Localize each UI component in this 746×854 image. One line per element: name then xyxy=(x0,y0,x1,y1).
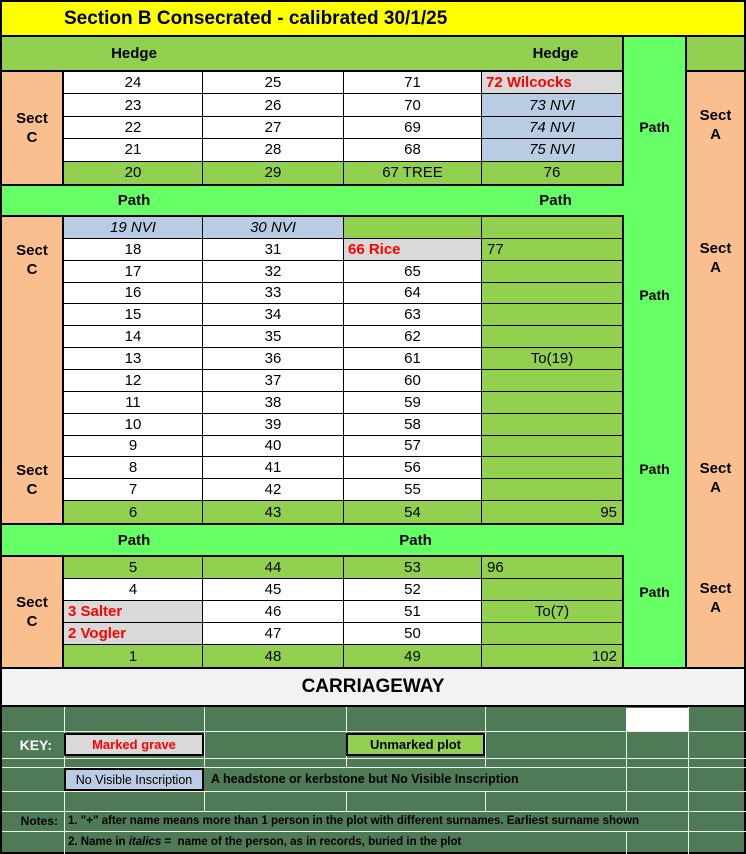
note-1: 1. "+" after name means more than 1 person in the plot with different surnames. Earliest surname shown xyxy=(68,815,640,827)
page-title: Section B Consecrated - calibrated 30/1/25 xyxy=(0,0,746,37)
plot-cell[interactable]: 34 xyxy=(203,304,344,326)
plot-cell[interactable]: 41 xyxy=(203,457,344,479)
plot-cell[interactable]: 15 xyxy=(64,304,203,326)
plot-cell[interactable]: 43 xyxy=(203,501,344,523)
plot-cell[interactable]: 96 xyxy=(482,557,622,579)
plot-cell[interactable]: 11 xyxy=(64,392,203,414)
plot-cell[interactable]: 10 xyxy=(64,414,203,436)
gridline xyxy=(64,811,65,831)
path-label: Path xyxy=(639,461,670,477)
plot-cell[interactable] xyxy=(482,304,622,326)
gridline xyxy=(2,731,746,732)
carriageway-banner: CARRIAGEWAY xyxy=(0,667,746,707)
plot-cell[interactable]: 37 xyxy=(203,370,344,392)
path-label: Path xyxy=(539,192,572,209)
hedge-row xyxy=(0,37,624,72)
plot-cell[interactable]: 17 xyxy=(64,261,203,283)
plot-cell[interactable] xyxy=(482,479,622,501)
plot-cell[interactable]: 66 Rice xyxy=(344,239,482,261)
gridline xyxy=(204,791,205,811)
path-label: Path xyxy=(117,531,151,549)
hedge-label-left: Hedge xyxy=(111,45,157,62)
gridline xyxy=(64,831,65,854)
gridline xyxy=(64,791,65,811)
path-label: Path xyxy=(399,531,432,549)
notes-label: Notes: xyxy=(20,814,58,828)
plot-cell[interactable]: 13 xyxy=(64,348,203,370)
plot-cell[interactable]: 42 xyxy=(203,479,344,501)
plot-cell[interactable]: 45 xyxy=(203,579,344,601)
sect-c-label: Sect C xyxy=(16,594,48,630)
hedge-corner-cell xyxy=(687,37,746,72)
path-label: Path xyxy=(117,192,151,209)
plot-cell[interactable]: 2 Vogler xyxy=(64,623,203,645)
plot-cell[interactable]: 53 xyxy=(344,557,482,579)
plot-cell[interactable]: 35 xyxy=(203,326,344,348)
plot-cell[interactable]: 56 xyxy=(344,457,482,479)
plot-cell[interactable]: 63 xyxy=(344,304,482,326)
plot-cell[interactable]: 22 xyxy=(64,117,203,139)
gridline xyxy=(626,758,627,767)
plot-cell[interactable]: 5 xyxy=(64,557,203,579)
plot-cell[interactable]: 27 xyxy=(203,117,344,139)
plot-cell[interactable]: 8 xyxy=(64,457,203,479)
plot-cell[interactable]: 51 xyxy=(344,601,482,623)
plot-cell[interactable]: 65 xyxy=(344,261,482,283)
gridline xyxy=(485,731,486,758)
plot-cell[interactable]: 48 xyxy=(203,645,344,667)
plot-grid-north xyxy=(62,72,624,186)
gridline xyxy=(626,791,627,811)
plot-cell[interactable] xyxy=(482,326,622,348)
plot-cell[interactable]: 19 NVI xyxy=(64,217,203,239)
plot-cell[interactable]: 32 xyxy=(203,261,344,283)
plot-cell[interactable]: 54 xyxy=(344,501,482,523)
plot-grid-middle xyxy=(62,215,624,525)
nvi-description: A headstone or kerbstone but No Visible Inscription xyxy=(211,772,519,786)
plot-cell[interactable]: 30 NVI xyxy=(203,217,344,239)
sect-c-cell-middle xyxy=(0,215,62,525)
plot-cell[interactable]: 67 TREE xyxy=(344,162,482,184)
plot-cell[interactable]: 38 xyxy=(203,392,344,414)
plot-cell[interactable]: 24 xyxy=(64,72,203,94)
plot-cell[interactable]: 1 xyxy=(64,645,203,667)
gridline xyxy=(688,707,689,731)
plot-cell[interactable]: 33 xyxy=(203,283,344,305)
plot-cell[interactable]: To(19) xyxy=(482,348,622,370)
plot-cell[interactable]: 31 xyxy=(203,239,344,261)
plot-cell[interactable]: 40 xyxy=(203,436,344,458)
plot-cell[interactable]: 77 xyxy=(482,239,622,261)
sect-a-column xyxy=(687,72,746,667)
sect-c-label: Sect C xyxy=(16,110,48,146)
sect-a-label: Sect A xyxy=(699,580,732,616)
sect-a-label: Sect A xyxy=(699,107,732,143)
hedge-label-right: Hedge xyxy=(532,45,579,62)
plot-cell[interactable]: 76 xyxy=(482,162,622,184)
path-label: Path xyxy=(639,584,670,600)
plot-cell[interactable]: 50 xyxy=(344,623,482,645)
plot-cell[interactable]: 69 xyxy=(344,117,482,139)
plot-cell[interactable]: 25 xyxy=(203,72,344,94)
plot-cell[interactable]: 46 xyxy=(203,601,344,623)
plot-cell[interactable]: 75 NVI xyxy=(482,139,622,161)
plot-cell[interactable]: 28 xyxy=(203,139,344,161)
plot-cell[interactable]: 61 xyxy=(344,348,482,370)
sect-a-label: Sect A xyxy=(699,460,732,496)
plot-cell[interactable] xyxy=(482,370,622,392)
gridline xyxy=(485,791,486,811)
plot-cell[interactable]: 59 xyxy=(344,392,482,414)
gridline xyxy=(688,758,689,767)
plot-cell[interactable]: 12 xyxy=(64,370,203,392)
path-row-upper xyxy=(0,186,624,215)
key-notes-panel xyxy=(0,707,746,854)
plot-cell[interactable]: 7 xyxy=(64,479,203,501)
plot-cell[interactable]: 26 xyxy=(203,94,344,116)
gridline xyxy=(346,707,347,731)
gridline xyxy=(204,707,205,731)
plot-cell[interactable] xyxy=(482,283,622,305)
gridline xyxy=(688,831,689,854)
plot-cell[interactable]: 39 xyxy=(203,414,344,436)
plot-cell[interactable] xyxy=(482,217,622,239)
plot-cell[interactable]: 18 xyxy=(64,239,203,261)
plot-cell[interactable]: 55 xyxy=(344,479,482,501)
plot-cell[interactable]: 29 xyxy=(203,162,344,184)
gridline xyxy=(626,731,627,758)
gridline xyxy=(64,707,65,731)
gridline xyxy=(204,758,205,767)
plot-cell[interactable]: 64 xyxy=(344,283,482,305)
plot-cell[interactable]: 36 xyxy=(203,348,344,370)
plot-cell[interactable]: 62 xyxy=(344,326,482,348)
gridline xyxy=(688,791,689,811)
plot-cell[interactable]: 21 xyxy=(64,139,203,161)
plot-cell[interactable]: 9 xyxy=(64,436,203,458)
gridline xyxy=(485,707,486,731)
plot-grid-south xyxy=(62,555,624,667)
plot-cell[interactable]: 52 xyxy=(344,579,482,601)
plot-cell[interactable] xyxy=(482,414,622,436)
plot-cell[interactable]: 57 xyxy=(344,436,482,458)
sect-c-cell-north xyxy=(0,72,62,186)
plot-cell[interactable]: 72 Wilcocks xyxy=(482,72,622,94)
plot-cell[interactable]: To(7) xyxy=(482,601,622,623)
gridline xyxy=(2,791,746,792)
plot-cell[interactable]: 58 xyxy=(344,414,482,436)
legend-no-visible-inscription: No Visible Inscription xyxy=(64,768,204,791)
plot-cell[interactable] xyxy=(482,623,622,645)
gridline xyxy=(2,758,746,759)
plot-cell[interactable]: 102 xyxy=(482,645,622,667)
gridline xyxy=(64,758,65,767)
plot-cell[interactable] xyxy=(482,392,622,414)
legend-marked-grave: Marked grave xyxy=(64,733,204,756)
empty-white-cell xyxy=(626,708,688,731)
plot-cell[interactable]: 60 xyxy=(344,370,482,392)
plot-cell[interactable] xyxy=(482,436,622,458)
plot-cell[interactable]: 20 xyxy=(64,162,203,184)
path-column xyxy=(624,37,687,667)
plot-cell[interactable] xyxy=(482,579,622,601)
gridline xyxy=(688,767,689,791)
gridline xyxy=(688,731,689,758)
legend-unmarked-plot: Unmarked plot xyxy=(346,733,485,756)
plot-cell[interactable] xyxy=(344,217,482,239)
plot-cell[interactable]: 3 Salter xyxy=(64,601,203,623)
sect-a-label: Sect A xyxy=(699,240,732,276)
plot-cell[interactable]: 44 xyxy=(203,557,344,579)
plot-cell[interactable]: 16 xyxy=(64,283,203,305)
plot-cell[interactable]: 73 NVI xyxy=(482,94,622,116)
plot-cell[interactable] xyxy=(482,261,622,283)
gridline xyxy=(346,791,347,811)
gridline xyxy=(204,731,205,758)
plot-cell[interactable]: 71 xyxy=(344,72,482,94)
plot-cell[interactable]: 74 NVI xyxy=(482,117,622,139)
plot-cell[interactable] xyxy=(482,457,622,479)
note-2: 2. Name in italics = name of the person, as in records, buried in the plot xyxy=(68,836,462,848)
sect-c-cell-south xyxy=(0,555,62,667)
gridline xyxy=(485,758,486,767)
plot-cell[interactable]: 49 xyxy=(344,645,482,667)
plot-cell[interactable]: 14 xyxy=(64,326,203,348)
sect-c-label: Sect C xyxy=(16,462,48,498)
plot-cell[interactable]: 4 xyxy=(64,579,203,601)
path-label: Path xyxy=(639,119,670,135)
path-label: Path xyxy=(639,287,670,303)
plot-cell[interactable]: 70 xyxy=(344,94,482,116)
plot-cell[interactable]: 23 xyxy=(64,94,203,116)
gridline xyxy=(346,758,347,767)
plot-cell[interactable]: 6 xyxy=(64,501,203,523)
sect-c-label: Sect C xyxy=(16,242,48,278)
plot-cell[interactable]: 68 xyxy=(344,139,482,161)
plot-cell[interactable]: 47 xyxy=(203,623,344,645)
key-label: KEY: xyxy=(19,736,52,753)
plot-cell[interactable]: 95 xyxy=(482,501,622,523)
path-row-lower xyxy=(0,525,624,555)
